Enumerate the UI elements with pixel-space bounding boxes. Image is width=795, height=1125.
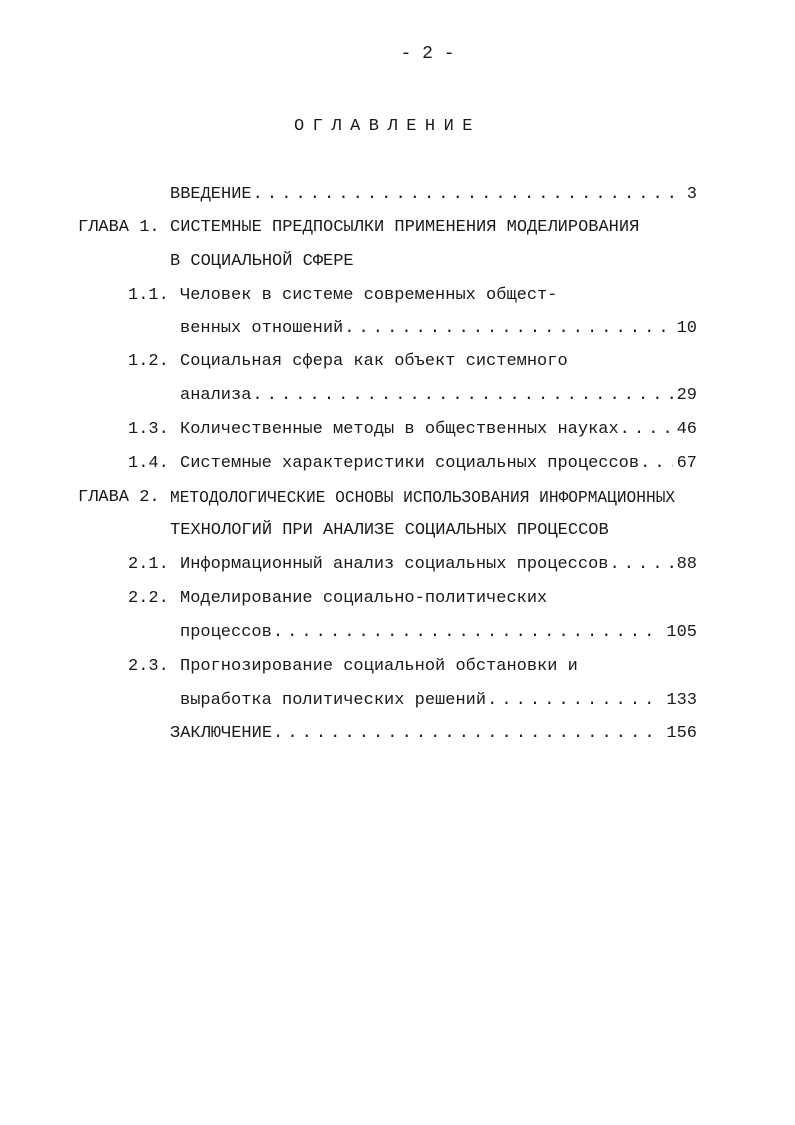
section-number: 1.2.	[128, 352, 169, 371]
chapter-title: ТЕХНОЛОГИЙ ПРИ АНАЛИЗЕ СОЦИАЛЬНЫХ ПРОЦЕССОВ	[170, 521, 609, 540]
section-title: Социальная сфера как объект системного	[180, 352, 568, 371]
toc-entry-section	[180, 453, 697, 475]
section-title: Человек в системе современных общест-	[180, 286, 558, 305]
toc-entry-page: 10	[676, 319, 697, 338]
toc-entry-page: 156	[666, 724, 697, 743]
toc-entry-page: 133	[666, 691, 697, 710]
leader-dots	[273, 723, 662, 745]
chapter-title: СИСТЕМНЫЕ ПРЕДПОСЫЛКИ ПРИМЕНЕНИЯ МОДЕЛИРОВАНИЯ	[170, 218, 640, 237]
toc-entry-page: 29	[676, 386, 697, 405]
toc-entry-section	[180, 419, 697, 441]
chapter-label: ГЛАВА 2.	[78, 488, 160, 507]
leader-dots	[620, 419, 673, 441]
section-title: анализа	[180, 386, 252, 405]
toc-entry-section	[180, 318, 697, 340]
section-title: Системные характеристики социальных процессов	[180, 454, 640, 473]
page-number: - 2 -	[400, 44, 455, 64]
leader-dots	[273, 622, 663, 644]
toc-entry-page: 88	[676, 555, 697, 574]
section-number: 1.4.	[128, 454, 169, 473]
leader-dots	[253, 184, 683, 206]
leader-dots	[344, 318, 672, 340]
leader-dots	[252, 385, 672, 407]
toc-entry-section	[180, 554, 697, 576]
toc-entry-conclusion	[170, 723, 697, 745]
leader-dots	[609, 554, 672, 576]
chapter-title: В СОЦИАЛЬНОЙ СФЕРЕ	[170, 252, 354, 271]
leader-dots	[487, 690, 662, 712]
chapter-label: ГЛАВА 1.	[78, 218, 160, 237]
toc-entry-text: ЗАКЛЮЧЕНИЕ	[170, 724, 273, 743]
section-title: Прогнозирование социальной обстановки и	[180, 657, 578, 676]
toc-entry-section	[180, 622, 697, 644]
toc-entry-page: 67	[676, 454, 697, 473]
toc-entry-page: 105	[666, 623, 697, 642]
section-title: Информационный анализ социальных процессов	[180, 555, 609, 574]
toc-entry-text: ВВЕДЕНИЕ	[170, 185, 252, 204]
toc-entry-page: 46	[676, 420, 697, 439]
toc-entry-section	[180, 385, 697, 407]
toc-title: ОГЛАВЛЕНИЕ	[293, 117, 482, 136]
leader-dots	[640, 453, 673, 475]
section-number: 2.3.	[128, 657, 169, 676]
section-title: Моделирование социально-политических	[180, 589, 548, 608]
section-number: 2.1.	[128, 555, 169, 574]
section-title: выработка политических решений	[180, 691, 487, 710]
section-title: Количественные методы в общественных науках	[180, 420, 619, 439]
toc-entry-page: 3	[686, 185, 697, 204]
section-title: процессов	[180, 623, 272, 642]
chapter-title: МЕТОДОЛОГИЧЕСКИЕ ОСНОВЫ ИСПОЛЬЗОВАНИЯ ИНФОРМАЦИОННЫХ	[170, 489, 676, 507]
toc-entry-section	[180, 690, 697, 712]
section-number: 1.3.	[128, 420, 169, 439]
section-number: 2.2.	[128, 589, 169, 608]
toc-entry-intro	[170, 184, 697, 206]
section-title: венных отношений	[180, 319, 344, 338]
section-number: 1.1.	[128, 286, 169, 305]
